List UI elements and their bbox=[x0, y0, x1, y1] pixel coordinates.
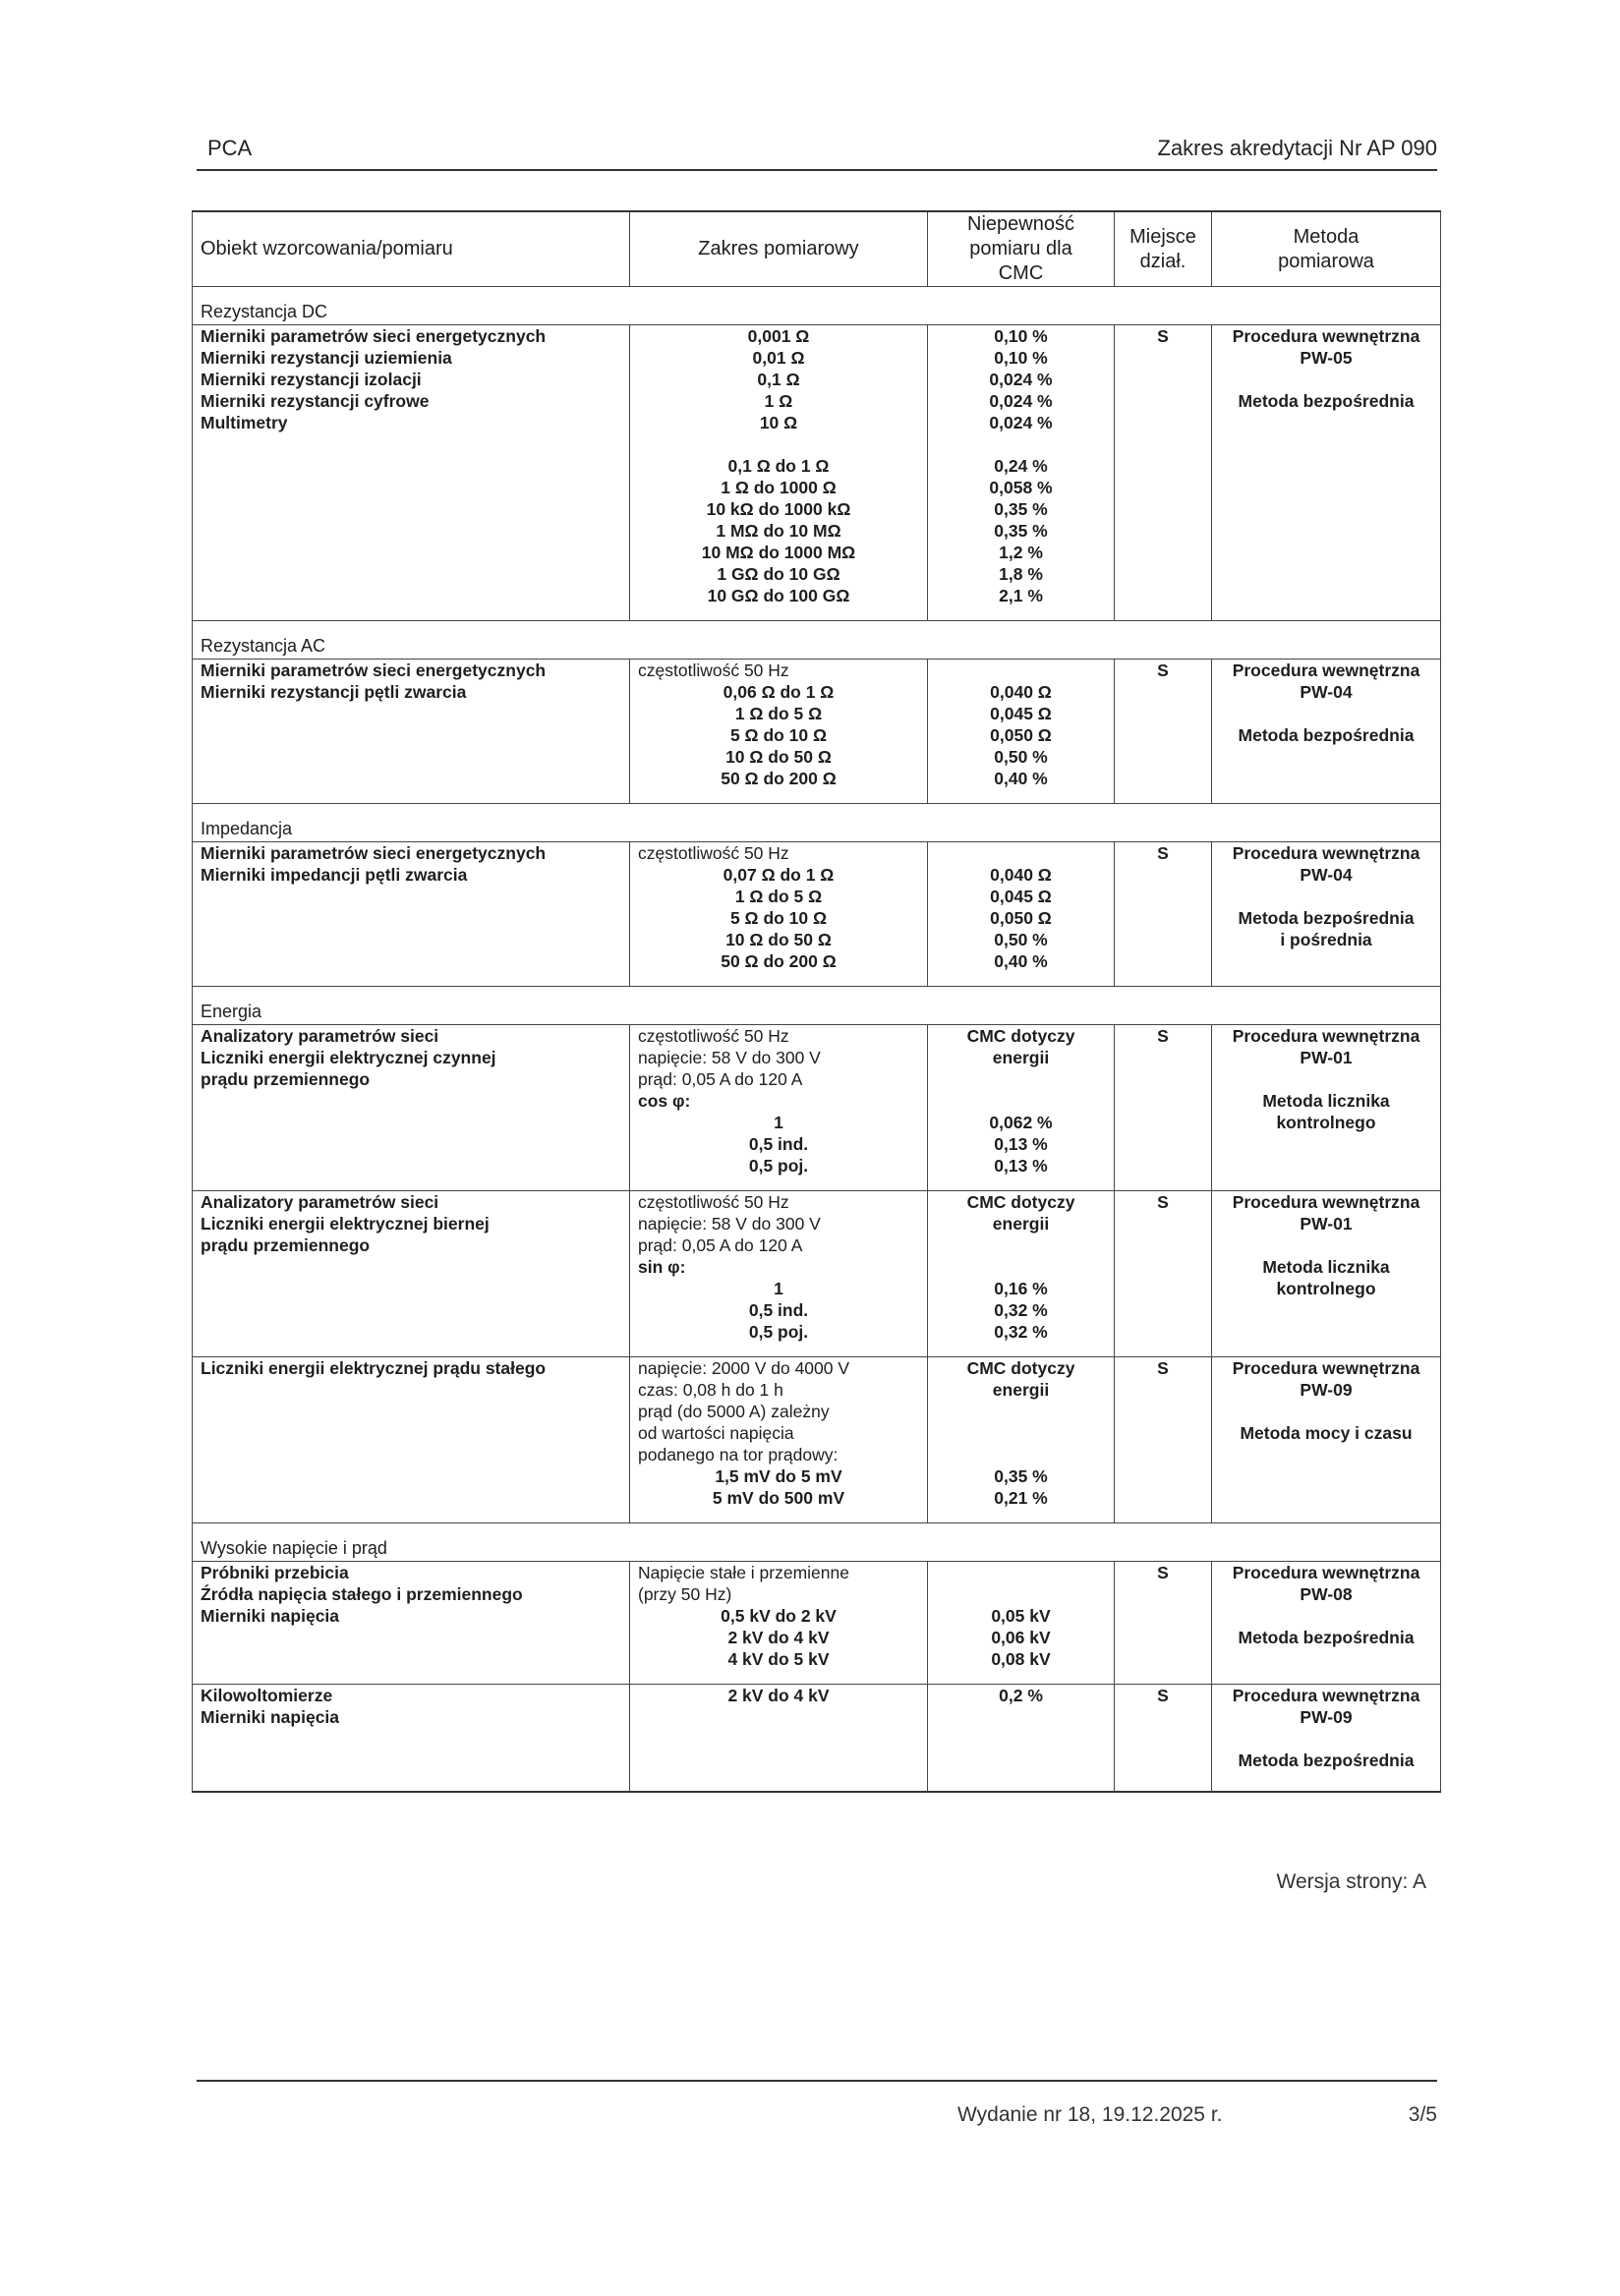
cell-line: 1 Ω do 5 Ω bbox=[734, 704, 823, 723]
cell-line: napięcie: 58 V do 300 V bbox=[638, 1048, 821, 1067]
range-cell bbox=[630, 1191, 928, 1357]
method-line: i pośrednia bbox=[1280, 930, 1372, 949]
cell-line: Mierniki parametrów sieci energetycznych bbox=[201, 660, 547, 680]
cell-line: 0,01 Ω bbox=[752, 348, 805, 368]
power-factor-label: cos φ: bbox=[638, 1091, 691, 1111]
cell-line: 1 MΩ do 10 MΩ bbox=[716, 521, 841, 541]
cell-line: 0,045 Ω bbox=[990, 887, 1052, 906]
cell-line: Analizatory parametrów sieci bbox=[201, 1026, 439, 1046]
method-cell bbox=[1212, 1562, 1441, 1685]
method-cell bbox=[1212, 1191, 1441, 1357]
method-line: Metoda licznika bbox=[1262, 1257, 1390, 1277]
section-title: Impedancja bbox=[193, 804, 1441, 842]
section-title: Wysokie napięcie i prąd bbox=[193, 1523, 1441, 1562]
method-cell bbox=[1212, 1025, 1441, 1191]
cell-line: 5 Ω do 10 Ω bbox=[729, 908, 828, 928]
cell-line: 0,35 % bbox=[994, 499, 1048, 519]
cell-line: 10 Ω bbox=[759, 413, 798, 432]
cell-line: 0,24 % bbox=[994, 456, 1048, 476]
cell-line: 1 bbox=[774, 1279, 783, 1298]
range-cell bbox=[630, 842, 928, 987]
method-cell bbox=[1212, 1357, 1441, 1523]
location-code: S bbox=[1157, 1358, 1169, 1378]
cell-line: Mierniki napięcia bbox=[201, 1606, 340, 1626]
cell-line: Analizatory parametrów sieci bbox=[201, 1192, 439, 1212]
cell-line: CMC dotyczy bbox=[966, 1026, 1075, 1046]
header-accreditation-title: Zakres akredytacji Nr AP 090 bbox=[1157, 136, 1437, 160]
cell-line: 0,06 kV bbox=[991, 1628, 1051, 1647]
cell-line: 0,5 kV do 2 kV bbox=[721, 1606, 837, 1626]
object-cell bbox=[193, 1191, 630, 1357]
cell-line: 0,16 % bbox=[994, 1279, 1048, 1298]
object-cell bbox=[193, 842, 630, 987]
method-line: kontrolnego bbox=[1276, 1113, 1376, 1132]
uncertainty-cell bbox=[928, 842, 1115, 987]
cell-line: Kilowoltomierze bbox=[201, 1686, 333, 1705]
location-cell bbox=[1115, 1685, 1212, 1793]
section-header bbox=[193, 804, 1441, 842]
method-line: PW-04 bbox=[1300, 865, 1353, 885]
range-cell bbox=[630, 1025, 928, 1191]
cell-line: 0,050 Ω bbox=[990, 908, 1052, 928]
method-cell bbox=[1212, 842, 1441, 987]
method-line: Procedura wewnętrzna bbox=[1232, 1686, 1420, 1705]
cell-line: 0,024 % bbox=[989, 413, 1053, 432]
cell-line: 10 Ω do 50 Ω bbox=[725, 930, 832, 949]
col-header-location: Miejsce dział. bbox=[1115, 211, 1212, 287]
location-cell bbox=[1115, 325, 1212, 621]
cell-line: 0,32 % bbox=[994, 1322, 1048, 1342]
uncertainty-cell bbox=[928, 1685, 1115, 1793]
cell-line: 1 Ω do 5 Ω bbox=[734, 887, 823, 906]
cell-line: Mierniki rezystancji cyfrowe bbox=[201, 391, 430, 411]
method-cell bbox=[1212, 660, 1441, 804]
cell-line: 0,058 % bbox=[989, 478, 1053, 497]
object-cell bbox=[193, 325, 630, 621]
method-line: Procedura wewnętrzna bbox=[1232, 660, 1420, 680]
cell-line: 5 mV do 500 mV bbox=[712, 1488, 845, 1508]
object-cell bbox=[193, 660, 630, 804]
table-row bbox=[193, 1191, 1441, 1357]
cell-line: Liczniki energii elektrycznej biernej bbox=[201, 1214, 490, 1234]
cell-line: Liczniki energii elektrycznej czynnej bbox=[201, 1048, 496, 1067]
object-cell bbox=[193, 1025, 630, 1191]
method-line: Metoda bezpośrednia bbox=[1238, 1628, 1415, 1647]
location-cell bbox=[1115, 1191, 1212, 1357]
cell-line: 10 MΩ do 1000 MΩ bbox=[701, 543, 856, 562]
range-cell bbox=[630, 1357, 928, 1523]
cell-line: napięcie: 2000 V do 4000 V bbox=[638, 1358, 850, 1378]
cell-line: Źródła napięcia stałego i przemiennego bbox=[201, 1584, 523, 1604]
cell-line: 0,045 Ω bbox=[990, 704, 1052, 723]
cell-line: prąd: 0,05 A do 120 A bbox=[638, 1235, 803, 1255]
cell-line: 2,1 % bbox=[999, 586, 1043, 605]
location-cell bbox=[1115, 1357, 1212, 1523]
cell-line: 1 Ω do 1000 Ω bbox=[721, 478, 837, 497]
location-code: S bbox=[1157, 326, 1169, 346]
cell-line: 1 GΩ do 10 GΩ bbox=[717, 564, 840, 584]
method-line: Procedura wewnętrzna bbox=[1232, 1026, 1420, 1046]
cell-line: 0,35 % bbox=[994, 1466, 1048, 1486]
cell-line: 10 GΩ do 100 GΩ bbox=[707, 586, 850, 605]
cell-line: 1 Ω bbox=[764, 391, 793, 411]
cell-line: 1,8 % bbox=[999, 564, 1043, 584]
cell-line: 0,13 % bbox=[994, 1134, 1048, 1154]
cell-line: Mierniki rezystancji pętli zwarcia bbox=[201, 682, 467, 702]
uncertainty-cell bbox=[928, 1562, 1115, 1685]
uncertainty-cell bbox=[928, 1191, 1115, 1357]
method-line: Metoda licznika bbox=[1262, 1091, 1390, 1111]
col-header-uncertainty: Niepewność pomiaru dla CMC bbox=[928, 211, 1115, 287]
cell-line: 0,05 kV bbox=[991, 1606, 1051, 1626]
cell-line: 0,024 % bbox=[989, 391, 1053, 411]
cell-line: 0,5 poj. bbox=[748, 1156, 809, 1176]
cell-line: 0,5 poj. bbox=[748, 1322, 809, 1342]
object-cell bbox=[193, 1685, 630, 1793]
cell-line: 0,35 % bbox=[994, 521, 1048, 541]
cell-line: Mierniki parametrów sieci energetycznych bbox=[201, 326, 547, 346]
cell-line: CMC dotyczy bbox=[966, 1192, 1075, 1212]
section-header bbox=[193, 1523, 1441, 1562]
cell-line: Próbniki przebicia bbox=[201, 1563, 349, 1582]
object-cell bbox=[193, 1357, 630, 1523]
section-header bbox=[193, 287, 1441, 325]
cell-line: prądu przemiennego bbox=[201, 1235, 371, 1255]
cell-line: 0,5 ind. bbox=[748, 1134, 809, 1154]
location-code: S bbox=[1157, 1686, 1169, 1705]
section-header bbox=[193, 987, 1441, 1025]
range-cell bbox=[630, 325, 928, 621]
range-cell bbox=[630, 1562, 928, 1685]
location-code: S bbox=[1157, 1026, 1169, 1046]
cell-line: czas: 0,08 h do 1 h bbox=[638, 1380, 783, 1400]
method-line: Procedura wewnętrzna bbox=[1232, 326, 1420, 346]
method-line: Procedura wewnętrzna bbox=[1232, 843, 1420, 863]
cell-line: 0,040 Ω bbox=[990, 682, 1052, 702]
method-line: PW-05 bbox=[1300, 348, 1353, 368]
method-line: Metoda bezpośrednia bbox=[1238, 1751, 1415, 1770]
cell-line: 0,1 Ω bbox=[757, 370, 800, 389]
location-code: S bbox=[1157, 843, 1169, 863]
cell-line: 50 Ω do 200 Ω bbox=[721, 951, 837, 971]
section-title: Rezystancja DC bbox=[193, 287, 1441, 325]
cell-line: 0,08 kV bbox=[991, 1649, 1051, 1669]
range-condition: częstotliwość 50 Hz bbox=[638, 660, 789, 680]
cell-line: 0,050 Ω bbox=[990, 725, 1052, 745]
cell-line: Multimetry bbox=[201, 413, 288, 432]
method-cell bbox=[1212, 1685, 1441, 1793]
cell-line: 50 Ω do 200 Ω bbox=[721, 769, 837, 788]
method-line: PW-09 bbox=[1300, 1707, 1353, 1727]
cell-line: 0,062 % bbox=[989, 1113, 1053, 1132]
cell-line: 0,001 Ω bbox=[747, 326, 810, 346]
cell-line: energii bbox=[992, 1380, 1050, 1400]
uncertainty-cell bbox=[928, 660, 1115, 804]
cell-line: 10 kΩ do 1000 kΩ bbox=[706, 499, 851, 519]
col-header-range: Zakres pomiarowy bbox=[630, 211, 928, 287]
cell-line: Mierniki parametrów sieci energetycznych bbox=[201, 843, 547, 863]
section-header bbox=[193, 621, 1441, 660]
cell-line: 0,32 % bbox=[994, 1300, 1048, 1320]
method-line: Metoda mocy i czasu bbox=[1240, 1423, 1413, 1443]
cell-line: 0,07 Ω do 1 Ω bbox=[723, 865, 835, 885]
method-line: kontrolnego bbox=[1276, 1279, 1376, 1298]
method-line: PW-08 bbox=[1300, 1584, 1353, 1604]
footer-divider bbox=[197, 2080, 1437, 2082]
method-cell bbox=[1212, 325, 1441, 621]
cell-line: 2 kV do 4 kV bbox=[727, 1628, 830, 1647]
cell-line: 0,13 % bbox=[994, 1156, 1048, 1176]
cell-line: częstotliwość 50 Hz bbox=[638, 1026, 789, 1046]
cell-line: 10 Ω do 50 Ω bbox=[725, 747, 832, 767]
range-cell bbox=[630, 1685, 928, 1793]
cell-line: prąd: 0,05 A do 120 A bbox=[638, 1069, 803, 1089]
location-cell bbox=[1115, 1562, 1212, 1685]
cell-line: CMC dotyczy bbox=[966, 1358, 1075, 1378]
cell-line: częstotliwość 50 Hz bbox=[638, 1192, 789, 1212]
cell-line: 0,10 % bbox=[994, 348, 1048, 368]
cell-line: Mierniki rezystancji izolacji bbox=[201, 370, 422, 389]
cell-line: 0,21 % bbox=[994, 1488, 1048, 1508]
location-cell bbox=[1115, 660, 1212, 804]
section-title: Energia bbox=[193, 987, 1441, 1025]
col-header-object: Obiekt wzorcowania/pomiaru bbox=[193, 211, 630, 287]
cell-line: energii bbox=[992, 1214, 1050, 1234]
cell-line: Mierniki napięcia bbox=[201, 1707, 340, 1727]
location-cell bbox=[1115, 842, 1212, 987]
cell-line: 0,50 % bbox=[994, 747, 1048, 767]
method-line: PW-04 bbox=[1300, 682, 1353, 702]
cell-line: Mierniki rezystancji uziemienia bbox=[201, 348, 452, 368]
method-line: Procedura wewnętrzna bbox=[1232, 1563, 1420, 1582]
method-line: PW-01 bbox=[1300, 1214, 1353, 1234]
cell-line: (przy 50 Hz) bbox=[638, 1584, 732, 1604]
table-row bbox=[193, 660, 1441, 804]
col-header-method: Metoda pomiarowa bbox=[1212, 211, 1441, 287]
cell-line: 1 bbox=[774, 1113, 783, 1132]
cell-line: 0,024 % bbox=[989, 370, 1053, 389]
cell-line: 0,40 % bbox=[994, 769, 1048, 788]
cell-line: 0,50 % bbox=[994, 930, 1048, 949]
method-line: Procedura wewnętrzna bbox=[1232, 1192, 1420, 1212]
table-header-row bbox=[193, 211, 1441, 287]
power-factor-label: sin φ: bbox=[638, 1257, 686, 1277]
cell-line: prąd (do 5000 A) zależny bbox=[638, 1402, 830, 1421]
method-line: Procedura wewnętrzna bbox=[1232, 1358, 1420, 1378]
cell-line: 1,5 mV do 5 mV bbox=[715, 1466, 842, 1486]
table-row bbox=[193, 1357, 1441, 1523]
cell-line: prądu przemiennego bbox=[201, 1069, 371, 1089]
range-cell bbox=[630, 660, 928, 804]
cell-line: Mierniki impedancji pętli zwarcia bbox=[201, 865, 468, 885]
cell-line: 0,40 % bbox=[994, 951, 1048, 971]
cell-line: napięcie: 58 V do 300 V bbox=[638, 1214, 821, 1234]
location-code: S bbox=[1157, 1192, 1169, 1212]
cell-line: 0,5 ind. bbox=[748, 1300, 809, 1320]
table-row bbox=[193, 1685, 1441, 1793]
uncertainty-cell bbox=[928, 325, 1115, 621]
location-code: S bbox=[1157, 660, 1169, 680]
uncertainty-cell bbox=[928, 1357, 1115, 1523]
table-row bbox=[193, 1025, 1441, 1191]
cell-line: 0,06 Ω do 1 Ω bbox=[723, 682, 835, 702]
cell-line: 0,10 % bbox=[994, 326, 1048, 346]
cell-line: podanego na tor prądowy: bbox=[638, 1445, 839, 1464]
header-org: PCA bbox=[207, 136, 253, 160]
table-row bbox=[193, 1562, 1441, 1685]
cell-line: 0,040 Ω bbox=[990, 865, 1052, 885]
method-line: Metoda bezpośrednia bbox=[1238, 725, 1415, 745]
footer-page-number: 3/5 bbox=[1408, 2103, 1437, 2126]
method-line: PW-01 bbox=[1300, 1048, 1353, 1067]
range-condition: częstotliwość 50 Hz bbox=[638, 843, 789, 863]
object-cell bbox=[193, 1562, 630, 1685]
cell-line: energii bbox=[992, 1048, 1050, 1067]
cell-line: 0,2 % bbox=[999, 1686, 1043, 1705]
location-cell bbox=[1115, 1025, 1212, 1191]
method-line: PW-09 bbox=[1300, 1380, 1353, 1400]
cell-line: Liczniki energii elektrycznej prądu stałego bbox=[201, 1358, 547, 1378]
uncertainty-cell bbox=[928, 1025, 1115, 1191]
cell-line: od wartości napięcia bbox=[638, 1423, 794, 1443]
method-line: Metoda bezpośrednia bbox=[1238, 391, 1415, 411]
header-divider bbox=[197, 169, 1437, 171]
table-row bbox=[193, 842, 1441, 987]
location-code: S bbox=[1157, 1563, 1169, 1582]
cell-line: 4 kV do 5 kV bbox=[727, 1649, 830, 1669]
page-version: Wersja strony: A bbox=[1276, 1870, 1426, 1893]
cell-line: 2 kV do 4 kV bbox=[727, 1686, 830, 1705]
cell-line: Napięcie stałe i przemienne bbox=[638, 1563, 849, 1582]
cell-line: 5 Ω do 10 Ω bbox=[729, 725, 828, 745]
cell-line: 1,2 % bbox=[999, 543, 1043, 562]
footer-edition: Wydanie nr 18, 19.12.2025 r. bbox=[957, 2103, 1223, 2126]
accreditation-scope-table bbox=[192, 210, 1441, 1793]
method-line: Metoda bezpośrednia bbox=[1238, 908, 1415, 928]
section-title: Rezystancja AC bbox=[193, 621, 1441, 660]
cell-line: 0,1 Ω do 1 Ω bbox=[727, 456, 830, 476]
table-row bbox=[193, 325, 1441, 621]
